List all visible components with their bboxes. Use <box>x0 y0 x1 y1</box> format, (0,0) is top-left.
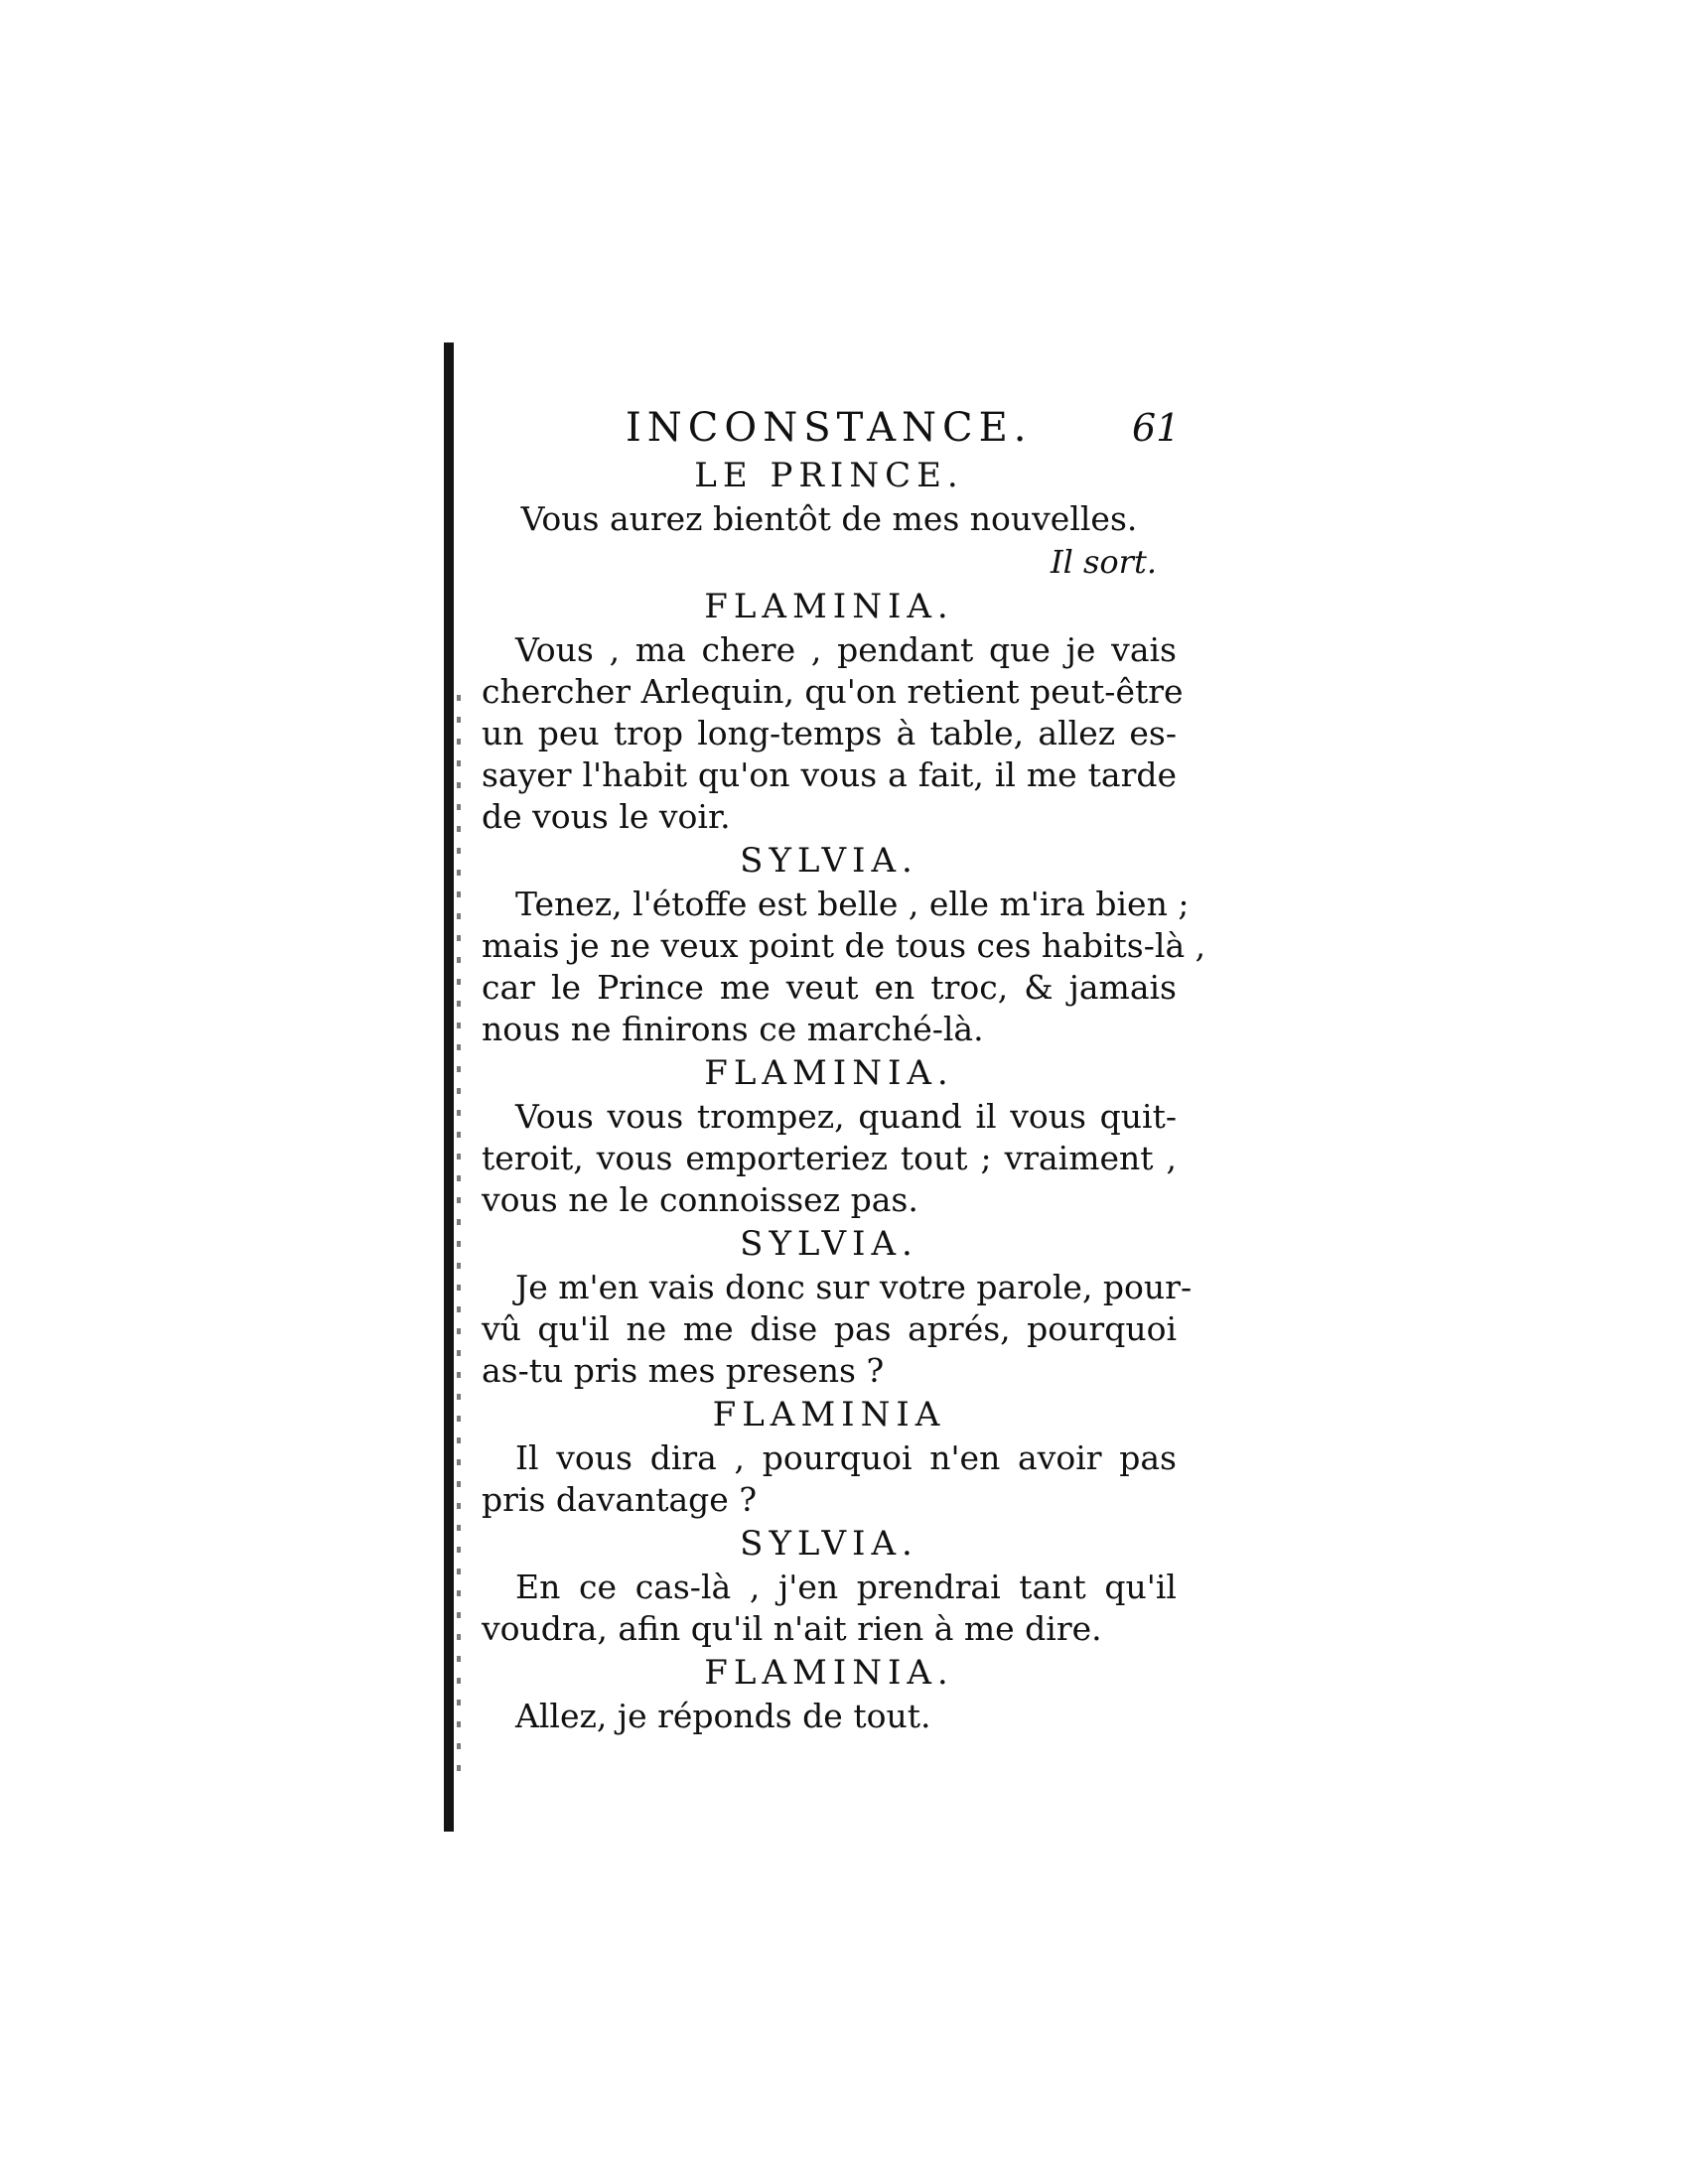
speaker-name: SYLVIA. <box>740 1524 918 1564</box>
page-gutter-edge <box>444 342 454 1832</box>
dialogue-line: car le Prince me veut en troc, & jamais <box>482 968 1177 1007</box>
speaker-name: FLAMINIA. <box>704 1053 954 1093</box>
speaker-name: SYLVIA. <box>740 841 918 881</box>
dialogue-line: Je m'en vais donc sur votre parole, pour- <box>515 1268 1193 1306</box>
dialogue-line: vû qu'il ne me dise pas aprés, pourquoi <box>482 1309 1177 1348</box>
page-number: 61 <box>1132 406 1181 450</box>
speaker-name: LE PRINCE. <box>694 456 964 495</box>
running-title: INCONSTANCE. <box>626 405 1033 451</box>
dialogue-line: Tenez, l'étoffe est belle , elle m'ira bien ; <box>515 885 1190 923</box>
dialogue-line: mais je ne veux point de tous ces habits-là , <box>482 926 1206 965</box>
dialogue-line: un peu trop long-temps à table, allez es- <box>482 714 1177 752</box>
dialogue-line: chercher Arlequin, qu'on retient peut-être <box>482 672 1184 711</box>
dialogue-line: sayer l'habit qu'on vous a fait, il me tarde <box>482 755 1177 794</box>
dialogue-line: voudra, afin qu'il n'ait rien à me dire. <box>482 1609 1102 1648</box>
dialogue-line: as-tu pris mes presens ? <box>482 1351 885 1390</box>
dialogue-line: nous ne finirons ce marché-là. <box>482 1010 984 1048</box>
dialogue-line: Allez, je réponds de tout. <box>515 1697 931 1735</box>
dialogue-line: Il vous dira , pourquoi n'en avoir pas <box>515 1438 1177 1477</box>
dialogue-line: Vous , ma chere , pendant que je vais <box>515 630 1177 669</box>
dialogue-line: En ce cas-là , j'en prendrai tant qu'il <box>515 1568 1177 1606</box>
speaker-name: FLAMINIA. <box>704 587 954 626</box>
dialogue-line: Vous aurez bientôt de mes nouvelles. <box>520 499 1138 538</box>
stage-direction: Il sort. <box>1050 543 1157 581</box>
page-gutter-shadow <box>457 695 461 1787</box>
dialogue-text <box>482 453 1206 1737</box>
dialogue-line: de vous le voir. <box>482 797 731 836</box>
speaker-name: SYLVIA. <box>740 1224 918 1264</box>
dialogue-line: Vous vous trompez, quand il vous quit- <box>515 1097 1177 1136</box>
speaker-name: FLAMINIA. <box>704 1653 954 1693</box>
dialogue-line: teroit, vous emporteriez tout ; vraiment , <box>482 1139 1177 1177</box>
speaker-name: FLAMINIA <box>712 1395 946 1434</box>
dialogue-line: pris davantage ? <box>482 1480 758 1519</box>
dialogue-line: vous ne le connoissez pas. <box>482 1180 918 1219</box>
